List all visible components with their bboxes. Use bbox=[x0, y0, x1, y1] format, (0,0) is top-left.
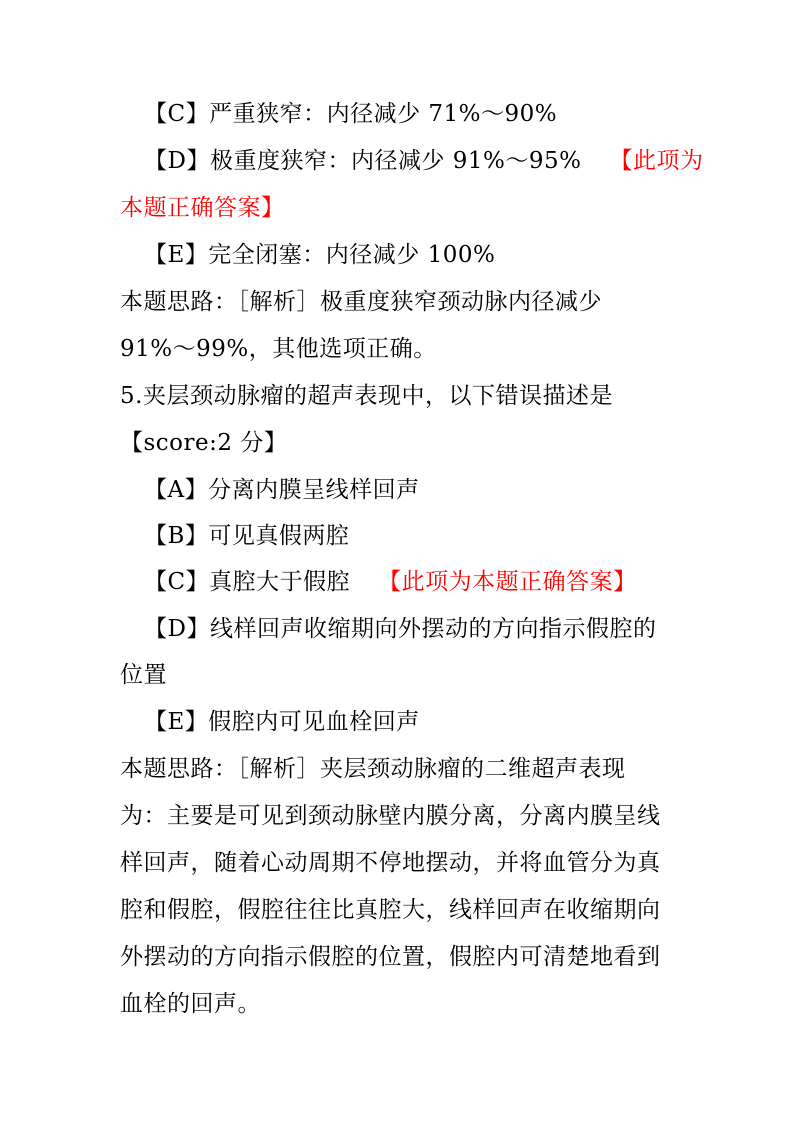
question-5-score: 【score:2 分】 bbox=[120, 430, 288, 456]
q5-correct-answer-mark: 【此项为本题正确答案】 bbox=[378, 569, 637, 595]
q5-analysis-line-5: 外摆动的方向指示假腔的位置，假腔内可清楚地看到 bbox=[120, 944, 661, 970]
prev-analysis-line-1: 本题思路：［解析］极重度狭窄颈动脉内径减少 bbox=[120, 289, 602, 315]
q5-analysis-line-6: 血栓的回声。 bbox=[120, 991, 261, 1017]
prev-option-e: 【E】完全闭塞：内径减少 100% bbox=[144, 242, 496, 268]
q5-option-d-line-2: 位置 bbox=[120, 662, 167, 688]
prev-option-c: 【C】严重狭窄：内径减少 71%～90% bbox=[144, 101, 558, 127]
correct-answer-mark: 【此项为 bbox=[609, 148, 704, 174]
q5-analysis-line-2: 为：主要是可见到颈动脉壁内膜分离，分离内膜呈线 bbox=[120, 803, 661, 829]
q5-analysis-line-3: 样回声，随着心动周期不停地摆动，并将血管分为真 bbox=[120, 850, 661, 876]
q5-option-a: 【A】分离内膜呈线样回声 bbox=[144, 477, 420, 503]
q5-option-d-line-1: 【D】线样回声收缩期向外摆动的方向指示假腔的 bbox=[144, 616, 657, 642]
prev-option-d-text: 【D】极重度狭窄：内径减少 91%～95% bbox=[144, 148, 582, 174]
q5-analysis-line-4: 腔和假腔，假腔往往比真腔大，线样回声在收缩期向 bbox=[120, 897, 661, 923]
prev-option-d bbox=[144, 146, 704, 176]
q5-option-c-text: 【C】真腔大于假腔 bbox=[144, 569, 351, 595]
question-5-stem: 5.夹层颈动脉瘤的超声表现中，以下错误描述是 bbox=[120, 383, 613, 409]
q5-option-b: 【B】可见真假两腔 bbox=[144, 523, 350, 549]
correct-answer-mark-continued: 本题正确答案】 bbox=[120, 195, 285, 221]
q5-option-c bbox=[144, 567, 637, 597]
q5-option-e: 【E】假腔内可见血栓回声 bbox=[144, 709, 420, 735]
q5-analysis-line-1: 本题思路：［解析］夹层颈动脉瘤的二维超声表现 bbox=[120, 756, 626, 782]
prev-analysis-line-2: 91%～99%，其他选项正确。 bbox=[120, 336, 437, 362]
